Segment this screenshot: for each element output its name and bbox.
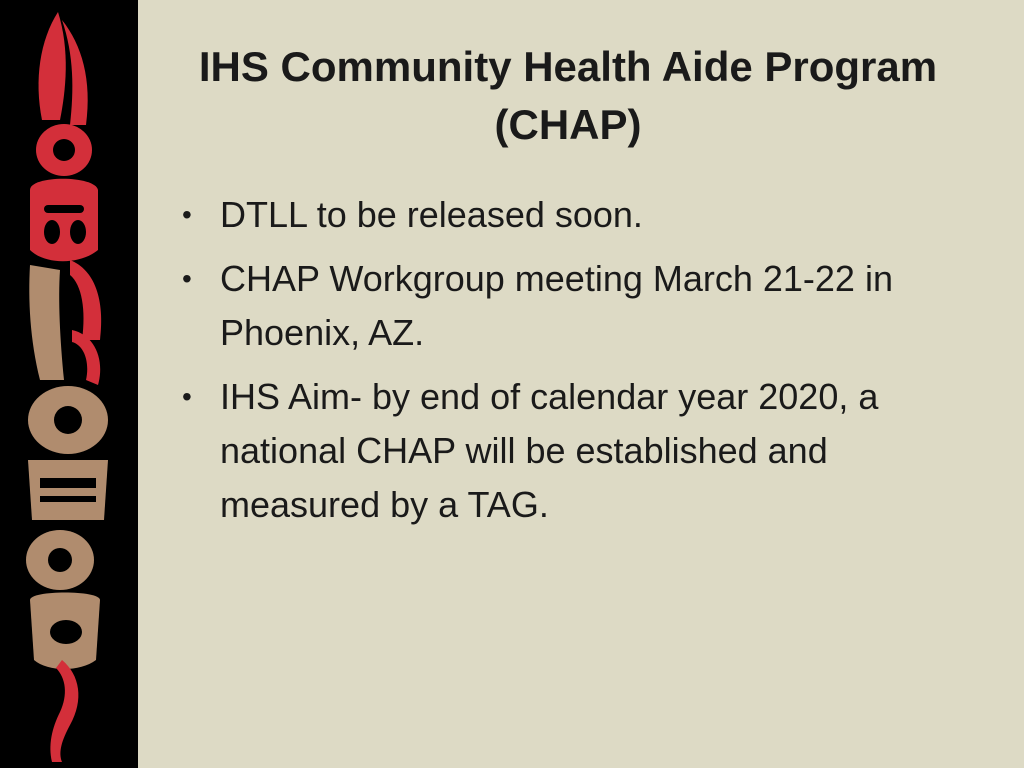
totem-pole-graphic — [0, 0, 138, 768]
slide-title — [150, 38, 986, 154]
bullet-text: DTLL to be released soon. — [220, 194, 643, 235]
bullet-item — [180, 252, 960, 360]
totem-side-band — [0, 0, 138, 768]
bullet-text: CHAP Workgroup meeting March 21-22 in Phoenix, AZ. — [220, 258, 893, 353]
title-line-1: IHS Community Health Aide Program — [198, 43, 938, 90]
bullet-icon: • — [182, 381, 192, 412]
bullet-icon: • — [182, 263, 192, 294]
bullet-item — [180, 370, 960, 532]
title-line-2: (CHAP) — [494, 101, 642, 148]
bullet-list — [180, 188, 980, 542]
bullet-icon: • — [182, 199, 192, 230]
bullet-item — [180, 188, 960, 242]
bullet-text: IHS Aim- by end of calendar year 2020, a national CHAP will be established and measured by a TAG. — [220, 376, 879, 525]
